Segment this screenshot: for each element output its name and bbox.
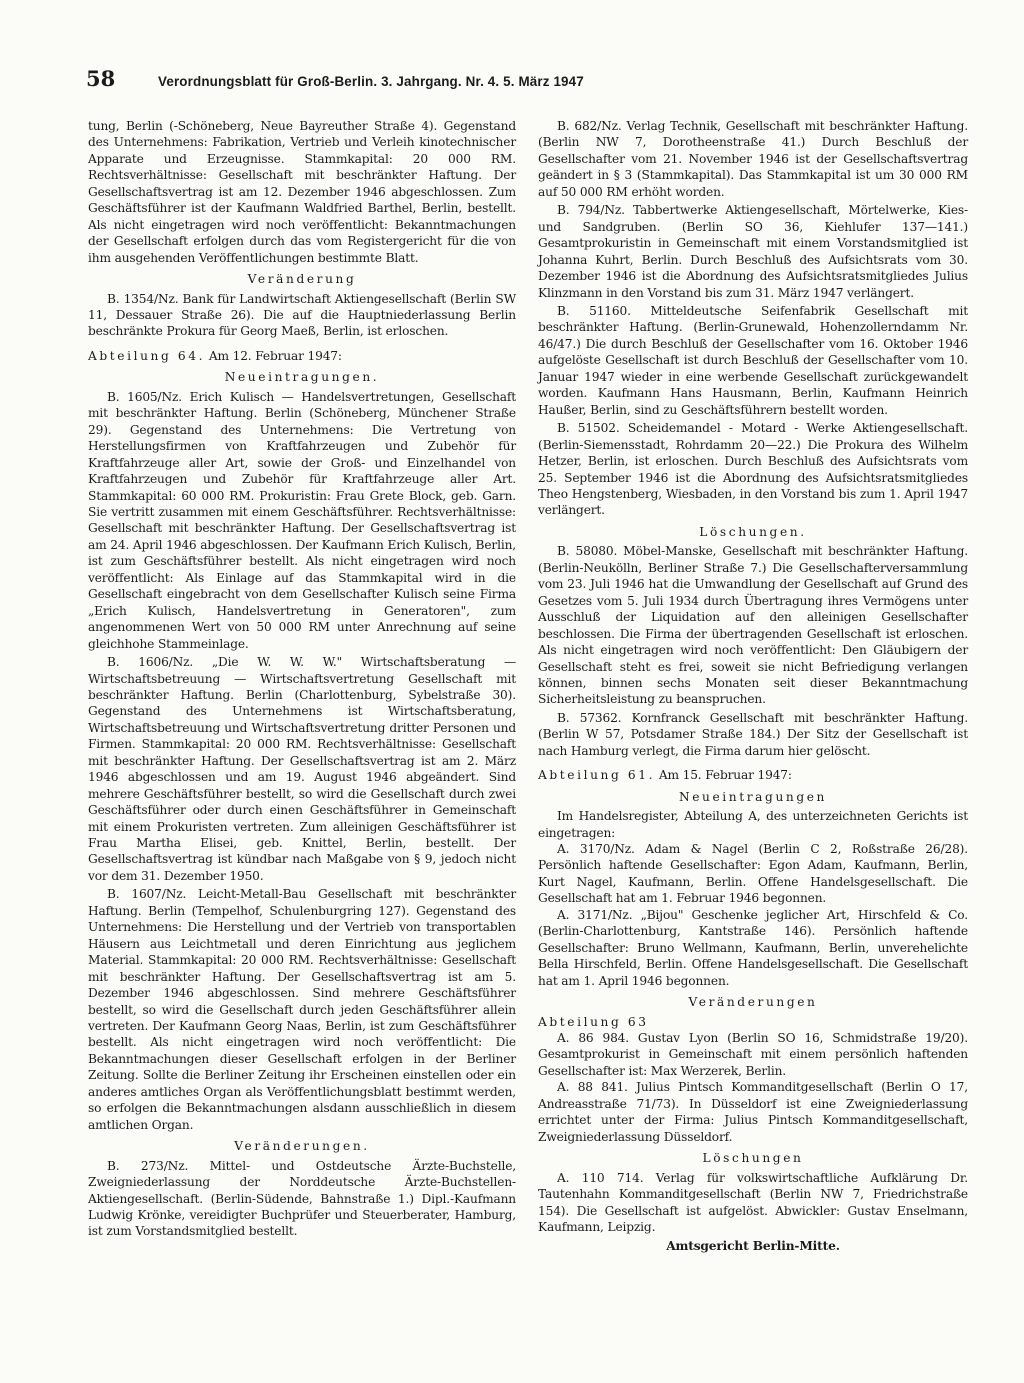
- section-heading: Veränderungen.: [234, 1139, 370, 1154]
- paragraph: B. 1354/Nz. Bank für Landwirtschaft Aktiengesellschaft (Berlin SW 11, Dessauer Straße 26). Die auf die Hauptniederlassung Berlin beschränkte Prokura für Georg Maeß, Berlin, ist erloschen.: [88, 291, 516, 339]
- paragraph: B. 51160. Mitteldeutsche Seifenfabrik Gesellschaft mit beschränkter Haftung. (Berlin-Grunewald, Hohenzollerndamm Nr. 46/47.) Die durch Beschluß der Gesellschafter vom 16. Oktober 1946 aufgelöste Gesellschaft ist durch Beschluß der Gesellschafter vom 10. Januar 1947 wieder in eine werbende Gesellschaft zurückgewandelt worden. Kaufmann Hans Hausmann, Berlin, Kaufmann Heinrich Haußer, Berlin, sind zu Geschäftsführern bestellt worden.: [538, 303, 968, 417]
- section-heading: Löschungen.: [699, 524, 807, 539]
- paragraph: B. 1607/Nz. Leicht-Metall-Bau Gesellschaft mit beschränkter Haftung. Berlin (Tempelhof, Schulenburgring 127). Gegenstand des Unternehmens: Die Herstellung und der Vertrieb von transportablen Häusern aus Leichtmetall und deren Einrichtung aus jeglichem Material. Stammkapital: 20 000 RM. Rechtsverhältnisse: Gesellschaft mit beschränkter Haftung. Der Gesellschaftsvertrag ist am 5. Dezember 1946 abgeschlossen. Sind mehrere Geschäftsführer bestellt, so wird die Gesellschaft durch jeden Geschäftsführer allein vertreten. Der Kaufmann Georg Naas, Berlin, ist zum Geschäftsführer bestellt. Als nicht eingetragen wird noch veröffentlicht: Die Bekanntmachungen dieser Gesellschaft erfolgen in der Berliner Zeitung. Sollte die Berliner Zeitung ihr Erscheinen einstellen oder ein anderes amtliches Organ als Veröffentlichungsblatt bestimmt werden, so erfolgen die Bekanntmachungen alsdann ausschließlich in diesem amtlichen Organ.: [88, 887, 516, 1132]
- left-column: [88, 118, 516, 1240]
- paragraph: A. 3170/Nz. Adam & Nagel (Berlin C 2, Roßstraße 26/28). Persönlich haftende Gesellschafter: Egon Adam, Kaufmann, Berlin, Kurt Nagel, Kaufmann, Berlin. Offene Handelsgesellschaft. Die Gesellschaft hat am 1. Februar 1946 begonnen.: [538, 842, 968, 906]
- running-title: Verordnungsblatt für Groß-Berlin. 3. Jahrgang. Nr. 4. 5. März 1947: [158, 74, 584, 89]
- page-number: 58: [86, 66, 116, 91]
- section-heading: Veränderung: [247, 272, 357, 287]
- department-line: [88, 348, 516, 364]
- section-heading: Veränderungen: [688, 995, 818, 1010]
- paragraph: B. 1606/Nz. „Die W. W. W." Wirtschaftsberatung — Wirtschaftsbetreuung — Wirtschaftsvertretung Gesellschaft mit beschränkter Haftung. Berlin (Charlottenburg, Sybelstraße 30). Gegenstand des Unternehmens ist Wirtschaftsberatung, Wirtschaftsbetreuung und Wirtschaftsvertretung dritter Personen und Firmen. Stammkapital: 20 000 RM. Rechtsverhältnisse: Gesellschaft mit beschränkter Haftung. Der Gesellschaftsvertrag ist am 2. März 1946 abgeschlossen und am 19. August 1946 abgeändert. Sind mehrere Geschäftsführer bestellt, so wird die Gesellschaft durch zwei Geschäftsführer oder durch einen Geschäftsführer in Gemeinschaft mit einem Prokuristen vertreten. Zum alleinigen Geschäftsführer ist Frau Martha Elisei, geb. Knittel, Berlin, bestellt. Der Gesellschaftsvertrag ist kündbar nach Maßgabe von § 9, jedoch nicht vor dem 31. Dezember 1950.: [88, 655, 516, 883]
- department-line: [538, 1014, 968, 1030]
- department-line: [538, 767, 968, 783]
- paragraph: Im Handelsregister, Abteilung A, des unterzeichneten Gerichts ist eingetragen:: [538, 809, 968, 840]
- department-date: Am 15. Februar 1947:: [658, 768, 792, 783]
- paragraph: A. 86 984. Gustav Lyon (Berlin SO 16, Schmidstraße 19/20). Gesamtprokurist in Gemeinschaft mit einem persönlich haftenden Gesellschafter ist: Max Werzerek, Berlin.: [538, 1031, 968, 1078]
- section-heading: Neueintragungen: [678, 789, 828, 804]
- paragraph: B. 273/Nz. Mittel- und Ostdeutsche Ärzte-Buchstelle, Zweigniederlassung der Norddeutsche Ärzte-Buchstellen-Aktiengesellschaft. (Berlin-Südende, Bahnstraße 1.) Dipl.-Kaufmann Ludwig Krönke, vereidigter Buchprüfer und Steuerberater, Hamburg, ist zum Vorstandsmitglied bestellt.: [88, 1158, 516, 1239]
- court-signature: Amtsgericht Berlin-Mitte.: [666, 1239, 840, 1254]
- paragraph: tung, Berlin (-Schöneberg, Neue Bayreuther Straße 4). Gegenstand des Unternehmens: Fabrikation, Vertrieb und Verleih kinotechnischer Apparate und Erzeugnisse. Stammkapital: 20 000 RM. Rechtsverhältnisse: Gesellschaft mit beschränkter Haftung. Der Gesellschaftsvertrag ist am 12. Dezember 1946 abgeschlossen. Zum Geschäftsführer ist der Kaufmann Waldfried Barthel, Berlin, bestellt. Als nicht eingetragen wird noch veröffentlicht: Bekanntmachungen der Gesellschaft erfolgen durch das vom Registergericht für die von ihm ausgehenden Veröffentlichungen bestimmte Blatt.: [88, 119, 516, 265]
- department-date: Am 12. Februar 1947:: [208, 348, 342, 363]
- page-header: [86, 66, 766, 96]
- paragraph: B. 58080. Möbel-Manske, Gesellschaft mit beschränkter Haftung. (Berlin-Neukölln, Berliner Straße 7.) Die Gesellschafterversammlung vom 23. Juli 1946 hat die Umwandlung der Gesellschaft auf Grund des Gesetzes vom 5. Juli 1934 durch Übertragung ihres Vermögens unter Ausschluß der Liquidation auf den alleinigen Gesellschafter beschlossen. Die Firma der übertragenden Gesellschaft ist erloschen. Als nicht eingetragen wird noch veröffentlicht: Den Gläubigern der Gesellschaft steht es frei, soweit sie nicht Befriedigung verlangen können, binnen sechs Monaten seit dieser Bekanntmachung Sicherheitsleistung zu beanspruchen.: [538, 544, 968, 707]
- paragraph: A. 3171/Nz. „Bijou" Geschenke jeglicher Art, Hirschfeld & Co. (Berlin-Charlottenburg, Kantstraße 146). Persönlich haftende Gesellschafter: Bruno Wellmann, Kaufmann, Berlin, unverehelichte Bella Hirschfeld, Berlin. Offene Handelsgesellschaft. Die Gesellschaft hat am 1. April 1946 begonnen.: [538, 907, 968, 988]
- right-column: [538, 118, 968, 1255]
- paragraph: A. 110 714. Verlag für volkswirtschaftliche Aufklärung Dr. Tautenhahn Kommanditgesellschaft (Berlin NW 7, Friedrichstraße 154). Die Gesellschaft ist aufgelöst. Abwickler: Gustav Enselmann, Kaufmann, Leipzig.: [538, 1170, 968, 1234]
- paragraph: B. 682/Nz. Verlag Technik, Gesellschaft mit beschränkter Haftung. (Berlin NW 7, Dorotheenstraße 41.) Durch Beschluß der Gesellschafter vom 21. November 1946 ist der Gesellschaftsvertrag geändert in § 3 (Stammkapital). Das Stammkapital ist um 30 000 RM auf 50 000 RM erhöht worden.: [538, 119, 968, 199]
- department-name: Abteilung 61.: [538, 768, 656, 783]
- department-name: Abteilung 64.: [88, 348, 206, 363]
- paragraph: B. 794/Nz. Tabbertwerke Aktiengesellschaft, Mörtelwerke, Kies- und Sandgruben. (Berlin SO 36, Kiehlufer 137—141.) Gesamtprokuristin in Gemeinschaft mit einem Vorstandsmitglied ist Johanna Kuhrt, Berlin. Durch Beschluß des Aufsichtsrats vom 30. Dezember 1946 ist die Abordnung des Aufsichtsratsmitgliedes Julius Klinzmann in den Vorstand bis zum 31. März 1947 verlängert.: [538, 203, 968, 300]
- paragraph: B. 57362. Kornfranck Gesellschaft mit beschränkter Haftung. (Berlin W 57, Potsdamer Straße 184.) Der Sitz der Gesellschaft ist nach Hamburg verlegt, die Firma darum hier gelöscht.: [538, 710, 968, 758]
- department-name: Abteilung 63: [538, 1014, 649, 1029]
- paragraph: A. 88 841. Julius Pintsch Kommanditgesellschaft (Berlin O 17, Andreasstraße 71/73). In Düsseldorf ist eine Zweigniederlassung errichtet unter der Firma: Julius Pintsch Kommanditgesellschaft, Zweigniederlassung Düsseldorf.: [538, 1080, 968, 1144]
- paragraph: B. 1605/Nz. Erich Kulisch — Handelsvertretungen, Gesellschaft mit beschränkter Haftung. Berlin (Schöneberg, Münchener Straße 29). Gegenstand des Unternehmens: Die Vertretung von Herstellungsfirmen von Kraftfahrzeugen und Zubehör für Kraftfahrzeuge aller Art, sowie der Groß- und Einzelhandel von Kraftfahrzeugen und Zubehör für Kraftfahrzeuge aller Art. Stammkapital: 60 000 RM. Prokuristin: Frau Grete Block, geb. Garn. Sie vertritt zusammen mit einem Geschäftsführer. Rechtsverhältnisse: Gesellschaft mit beschränkter Haftung. Der Gesellschaftsvertrag ist am 24. April 1946 abgeschlossen. Der Kaufmann Erich Kulisch, Berlin, ist zum Geschäftsführer bestellt. Als nicht eingetragen wird noch veröffentlicht: Als Einlage auf das Stammkapital wird in die Gesellschaft eingebracht von dem Gesellschafter Kulisch seine Firma „Erich Kulisch, Handelsvertretung in Generatoren", zum angenommenen Wert von 50 000 RM unter Anrechnung auf seine gleichhohe Stammeinlage.: [88, 389, 516, 651]
- section-heading: Löschungen: [702, 1151, 804, 1166]
- section-heading: Neueintragungen.: [224, 370, 380, 385]
- paragraph: B. 51502. Scheidemandel - Motard - Werke Aktiengesellschaft. (Berlin-Siemensstadt, Rohrdamm 20—22.) Die Prokura des Wilhelm Hetzer, Berlin, ist erloschen. Durch Beschluß des Aufsichtsrats vom 25. September 1946 ist die Abordnung des Aufsichtsratsmitgliedes Theo Hengstenberg, Wiesbaden, in den Vorstand bis zum 1. April 1947 verlängert.: [538, 421, 968, 518]
